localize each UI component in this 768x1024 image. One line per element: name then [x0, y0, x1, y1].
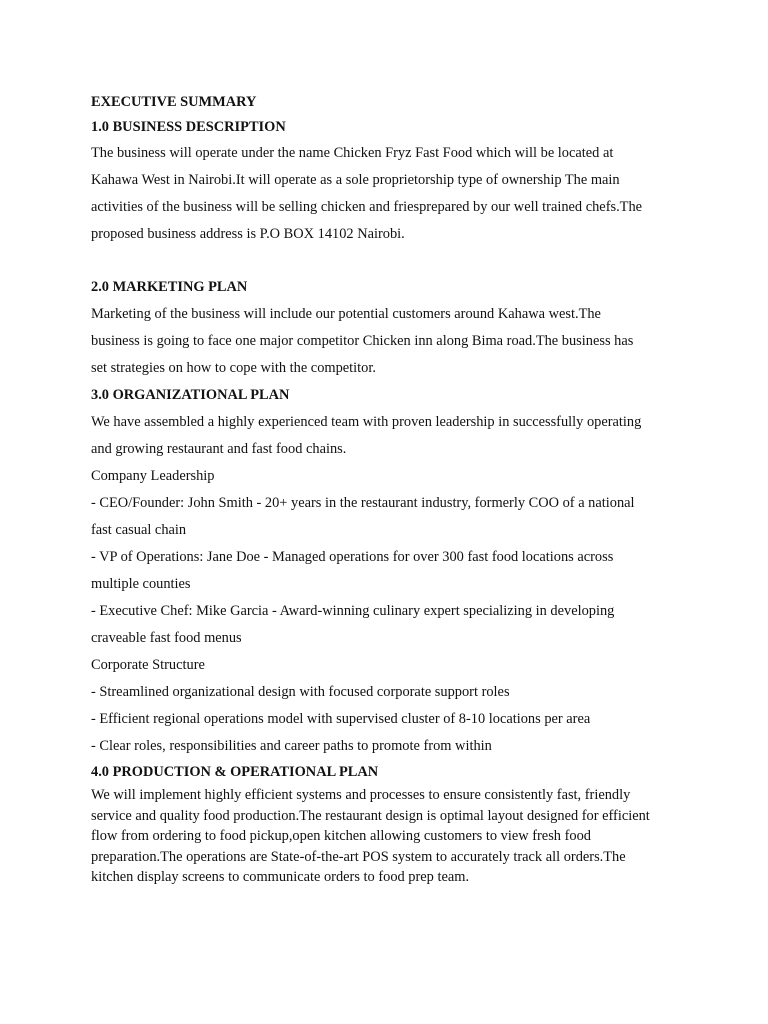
paragraph-line: set strategies on how to cope with the competitor.: [91, 360, 376, 376]
subsection-label-company-leadership: Company Leadership: [91, 468, 215, 484]
list-item-line: multiple counties: [91, 576, 191, 592]
paragraph-line: preparation.The operations are State-of-the-art POS system to accurately track all orders.The: [91, 848, 626, 865]
marketing-plan-body: [91, 301, 691, 382]
paragraph-line: activities of the business will be selling chicken and friesprepared by our well trained chefs.The: [91, 199, 643, 215]
list-item-line: - Streamlined organizational design with focused corporate support roles: [91, 684, 510, 700]
paragraph-line: proposed business address is P.O BOX 14102 Nairobi.: [91, 226, 405, 242]
production-plan-body: [91, 785, 691, 888]
section-heading-marketing-plan: 2.0 MARKETING PLAN: [91, 279, 248, 295]
list-item-line: craveable fast food menus: [91, 630, 242, 646]
list-item-line: - Efficient regional operations model with supervised cluster of 8-10 locations per area: [91, 711, 591, 727]
business-description-body: [91, 140, 691, 248]
paragraph-line: We will implement highly efficient systems and processes to ensure consistently fast, friendly: [91, 787, 631, 803]
organizational-plan-body: [91, 409, 691, 760]
list-item-line: - CEO/Founder: John Smith - 20+ years in the restaurant industry, formerly COO of a national: [91, 495, 635, 511]
blank-line: [91, 248, 691, 274]
list-item-line: fast casual chain: [91, 522, 187, 538]
document-title: EXECUTIVE SUMMARY: [91, 94, 257, 110]
list-item-line: - Clear roles, responsibilities and career paths to promote from within: [91, 738, 492, 754]
paragraph-line: Marketing of the business will include our potential customers around Kahawa west.The: [91, 306, 601, 322]
section-heading-organizational-plan: 3.0 ORGANIZATIONAL PLAN: [91, 387, 290, 403]
document-page: [91, 90, 691, 888]
paragraph-line: We have assembled a highly experienced team with proven leadership in successfully operating: [91, 414, 642, 430]
paragraph-line: Kahawa West in Nairobi.It will operate as a sole proprietorship type of ownership The main: [91, 172, 620, 188]
section-heading-production-plan: 4.0 PRODUCTION & OPERATIONAL PLAN: [91, 764, 379, 780]
paragraph-line: and growing restaurant and fast food chains.: [91, 441, 347, 457]
paragraph-line: service and quality food production.The restaurant design is optimal layout designed for efficient: [91, 807, 650, 824]
paragraph-line: The business will operate under the name Chicken Fryz Fast Food which will be located at: [91, 145, 614, 161]
paragraph-line: kitchen display screens to communicate orders to food prep team.: [91, 869, 470, 885]
paragraph-line: business is going to face one major competitor Chicken inn along Bima road.The business has: [91, 333, 634, 349]
subsection-label-corporate-structure: Corporate Structure: [91, 657, 205, 673]
section-heading-business-description: 1.0 BUSINESS DESCRIPTION: [91, 119, 286, 135]
list-item-line: - Executive Chef: Mike Garcia - Award-winning culinary expert specializing in developing: [91, 603, 615, 619]
list-item-line: - VP of Operations: Jane Doe - Managed operations for over 300 fast food locations across: [91, 549, 614, 565]
paragraph-line: flow from ordering to food pickup,open kitchen allowing customers to view fresh food: [91, 828, 591, 844]
